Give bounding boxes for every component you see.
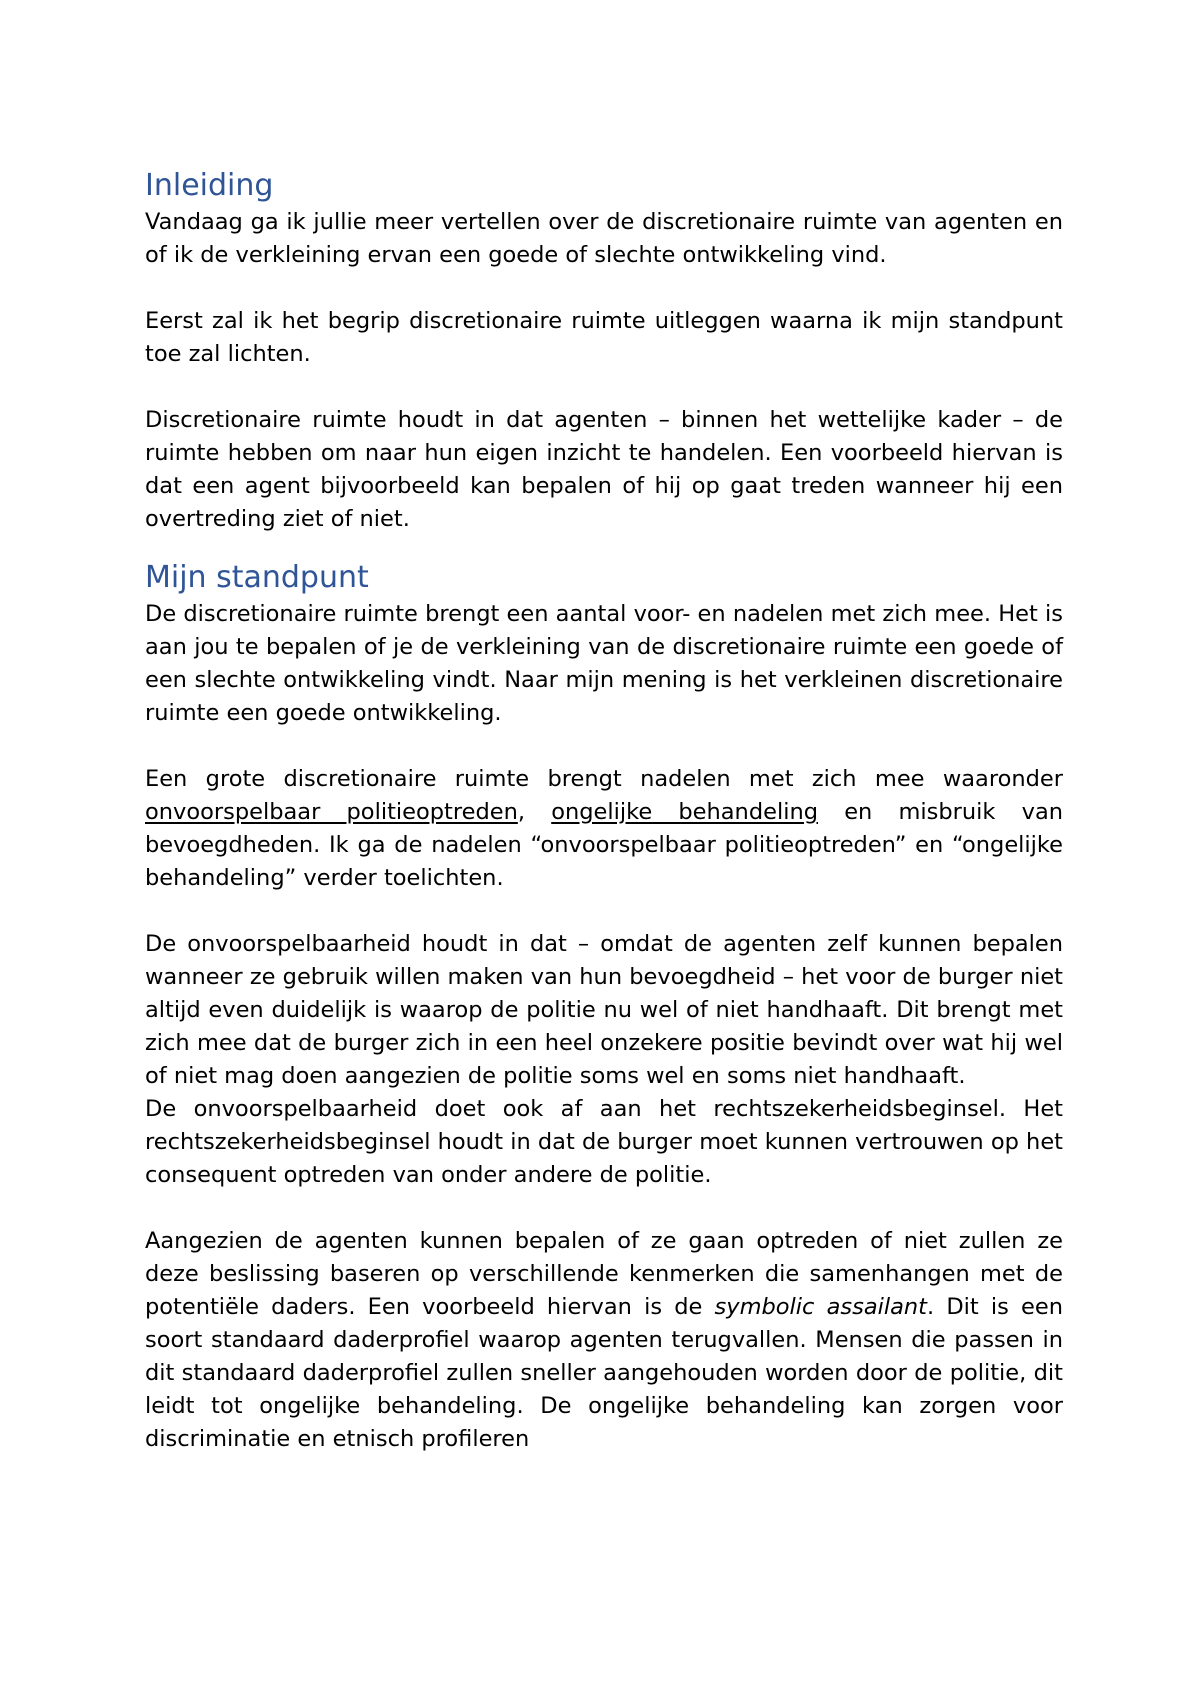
paragraph-standpunt-3: De onvoorspelbaarheid houdt in dat – omdat de agenten zelf kunnen bepalen wanneer ze gebruik willen maken van hun bevoegdheid – het voor de burger niet altijd even duidelijk is waarop de politie nu wel of niet handhaaft. Dit brengt met zich mee dat de burger zich in een heel onzekere positie bevindt over wat hij wel of niet mag doen aangezien de politie soms wel en soms niet handhaaft.: [145, 931, 1063, 1089]
document-page: [145, 166, 1063, 1456]
underlined-term-onvoorspelbaar: onvoorspelbaar politieoptreden: [145, 799, 518, 825]
paragraph-standpunt-2: [145, 763, 1063, 895]
paragraph-intro-1: Vandaag ga ik jullie meer vertellen over de discretionaire ruimte van agenten en of ik de verkleining ervan een goede of slechte ontwikkeling vind.: [145, 209, 1063, 268]
paragraph-intro-3: Discretionaire ruimte houdt in dat agenten – binnen het wettelijke kader – de ruimte hebben om naar hun eigen inzicht te handelen. Een voorbeeld hiervan is dat een agent bijvoorbeeld kan bepalen of hij op gaat treden wanneer hij een overtreding ziet of niet.: [145, 407, 1063, 532]
paragraph-standpunt-1: De discretionaire ruimte brengt een aantal voor- en nadelen met zich mee. Het is aan jou te bepalen of je de verkleining van de discretionaire ruimte een goede of een slechte ontwikkeling vindt. Naar mijn mening is het verkleinen discretionaire ruimte een goede ontwikkeling.: [145, 601, 1063, 726]
paragraph-intro-2: Eerst zal ik het begrip discretionaire ruimte uitleggen waarna ik mijn standpunt toe zal lichten.: [145, 308, 1063, 367]
text-span: en misbruik van bevoegdheden. Ik ga de nadelen “onvoorspelbaar politieoptreden” en “ongelijke behandeling” verder toelichten.: [145, 799, 1064, 891]
underlined-term-ongelijke-behandeling: ongelijke behandeling: [551, 799, 818, 825]
text-span: Aangezien de agenten kunnen bepalen of ze gaan optreden of niet zullen ze deze beslissing baseren op verschillende kenmerken die samenhangen met de potentiële daders. Een voorbeeld hiervan is de: [145, 1228, 1063, 1320]
paragraph-standpunt-5: [145, 1225, 1063, 1456]
italic-term-symbolic-assailant: symbolic assailant: [714, 1294, 927, 1320]
paragraph-standpunt-4: De onvoorspelbaarheid doet ook af aan het rechtszekerheidsbeginsel. Het rechtszekerheidsbeginsel houdt in dat de burger moet kunnen vertrouwen op het consequent optreden van onder andere de politie.: [145, 1096, 1063, 1188]
text-span: Een grote discretionaire ruimte brengt nadelen met zich mee waaronder: [145, 766, 1063, 792]
text-span: . Dit is een soort standaard daderprofiel waarop agenten terugvallen. Mensen die passen in dit standaard daderprofiel zullen sneller aangehouden worden door de politie, dit leidt tot ongelijke behandeling. De ongelijke behandeling kan zorgen voor discriminatie en etnisch profileren: [145, 1294, 1064, 1452]
text-span: ,: [517, 799, 552, 825]
heading-inleiding: Inleiding: [145, 168, 274, 203]
heading-mijn-standpunt: Mijn standpunt: [145, 560, 369, 595]
